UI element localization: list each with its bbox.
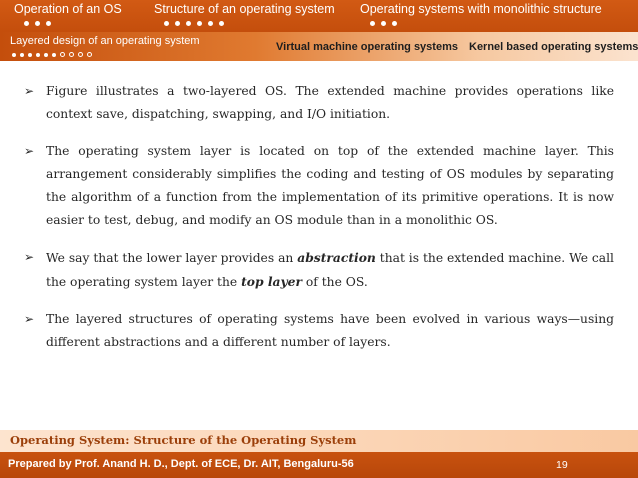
nav-link-kernel-based[interactable]: Kernel based operating systems — [469, 41, 638, 53]
arrow-bullet-icon: ➢ — [24, 84, 35, 98]
bullet-text: The operating system layer is located on top of the extended machine layer. This arrangement considerably simplifies the coding and testing of OS modules by separating the algorithm of a function from the implementation of its primitive operations. It is now easier to test, debug, and modify an OS module than in a monolithic OS. — [46, 144, 614, 227]
arrow-bullet-icon: ➢ — [24, 312, 35, 326]
nav-progress-dots — [24, 18, 122, 29]
bullet-text-part: We say that the lower layer provides an — [46, 251, 298, 265]
slide-content — [24, 80, 614, 354]
page-number: 19 — [556, 459, 568, 471]
nav-section-title[interactable]: Structure of an operating system — [154, 2, 335, 16]
progress-dot-empty[interactable] — [69, 52, 74, 57]
progress-dot[interactable] — [46, 21, 51, 26]
progress-dot[interactable] — [44, 53, 48, 57]
sub-nav-bar — [0, 32, 638, 61]
footer-credit: Prepared by Prof. Anand H. D., Dept. of ECE, Dr. AIT, Bengaluru-56 — [8, 458, 354, 470]
footer-title: Operating System: Structure of the Operating System — [10, 433, 357, 447]
bullet-text-part: of the OS. — [301, 275, 368, 289]
emphasis-top-layer: top layer — [241, 274, 302, 289]
progress-dot[interactable] — [35, 21, 40, 26]
progress-dot[interactable] — [197, 21, 202, 26]
progress-dot[interactable] — [208, 21, 213, 26]
progress-dot[interactable] — [186, 21, 191, 26]
progress-dot-empty[interactable] — [78, 52, 83, 57]
nav-progress-dots — [164, 18, 335, 29]
bullet-text: The layered structures of operating systems have been evolved in various ways—using different abstractions and a different number of layers. — [46, 312, 614, 349]
nav-section-title[interactable]: Operation of an OS — [14, 2, 122, 16]
progress-dot[interactable] — [28, 53, 32, 57]
nav-section-monolithic[interactable] — [360, 2, 602, 29]
progress-dot-empty[interactable] — [87, 52, 92, 57]
progress-dot[interactable] — [52, 53, 56, 57]
bullet-item — [24, 308, 614, 354]
bullet-text-part: that is the extended machine. We call the operating system layer the — [46, 251, 614, 289]
nav-section-title[interactable]: Operating systems with monolithic structure — [360, 2, 602, 16]
progress-dot[interactable] — [392, 21, 397, 26]
progress-dot-empty[interactable] — [60, 52, 65, 57]
arrow-bullet-icon: ➢ — [24, 144, 35, 158]
footer-bar — [0, 452, 638, 478]
bullet-item — [24, 80, 614, 126]
subsection-progress-dots — [12, 49, 200, 60]
bullet-text — [46, 251, 614, 289]
footer-title-bar — [0, 430, 638, 452]
progress-dot[interactable] — [20, 53, 24, 57]
progress-dot[interactable] — [219, 21, 224, 26]
progress-dot[interactable] — [12, 53, 16, 57]
nav-progress-dots — [370, 18, 602, 29]
top-nav-bar — [0, 0, 638, 32]
arrow-bullet-icon: ➢ — [24, 250, 35, 264]
bullet-item — [24, 246, 614, 294]
progress-dot[interactable] — [36, 53, 40, 57]
nav-subsection-layered-design[interactable] — [10, 34, 200, 60]
nav-link-virtual-machine[interactable]: Virtual machine operating systems — [276, 41, 458, 53]
progress-dot[interactable] — [175, 21, 180, 26]
progress-dot[interactable] — [164, 21, 169, 26]
nav-section-structure-of-os[interactable] — [154, 2, 335, 29]
emphasis-abstraction: abstraction — [297, 250, 376, 265]
progress-dot[interactable] — [370, 21, 375, 26]
subsection-title[interactable]: Layered design of an operating system — [10, 35, 200, 47]
bullet-text: Figure illustrates a two-layered OS. The extended machine provides operations like context save, dispatching, swapping, and I/O initiation. — [46, 84, 614, 121]
progress-dot[interactable] — [381, 21, 386, 26]
bullet-item — [24, 140, 614, 232]
nav-section-operation-of-os[interactable] — [14, 2, 122, 29]
progress-dot[interactable] — [24, 21, 29, 26]
